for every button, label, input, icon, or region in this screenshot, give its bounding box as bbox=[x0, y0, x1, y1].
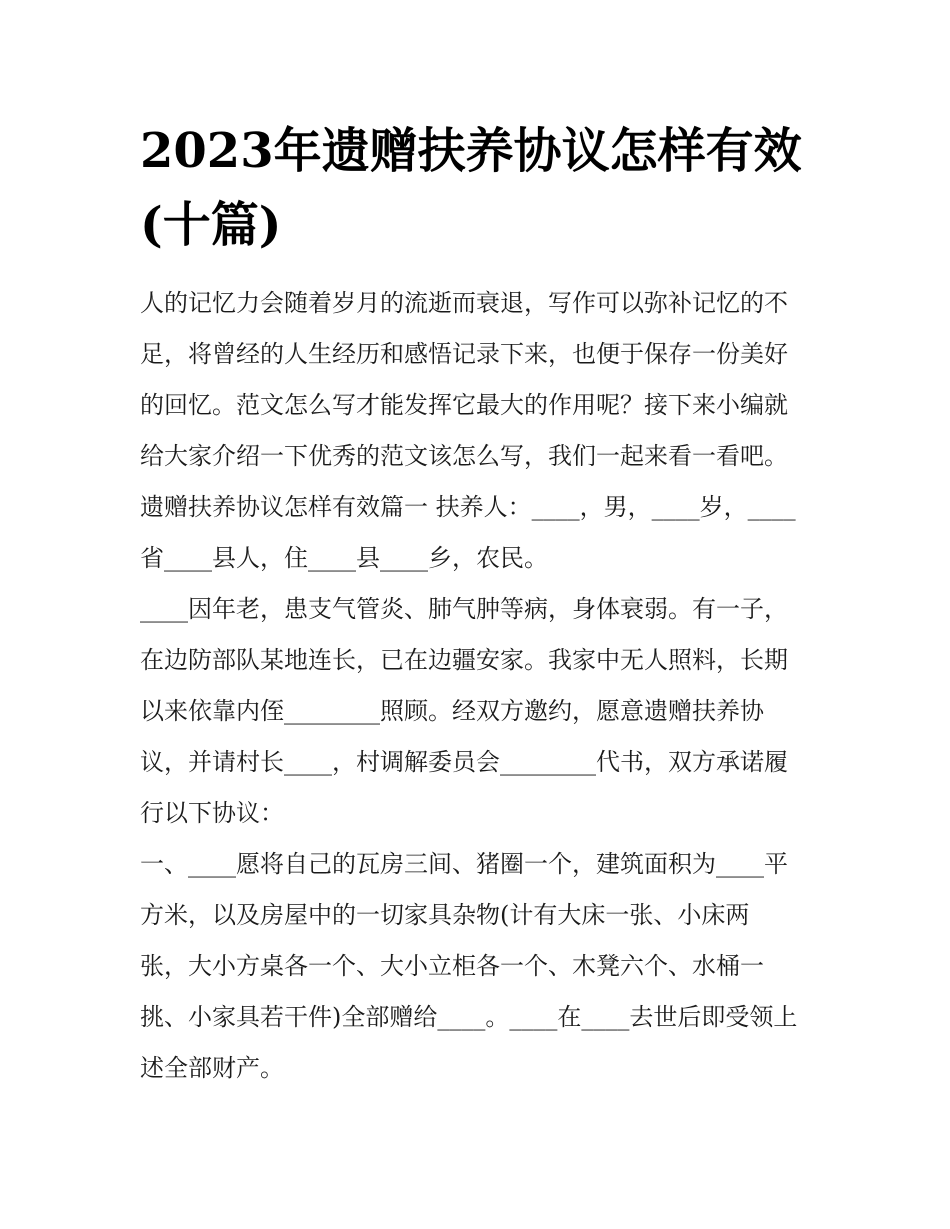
body-line: 张，大小方桌各一个、大小立柜各一个、木凳六个、水桶一 bbox=[140, 952, 764, 980]
document-title bbox=[140, 114, 830, 262]
body-line: 述全部财产。 bbox=[140, 1054, 284, 1082]
title-line: 2023年遗赠扶养协议怎样有效 bbox=[140, 123, 802, 179]
body-line: 行以下协议： bbox=[140, 799, 284, 827]
body-line: 足，将曾经的人生经历和感悟记录下来，也便于保存一份美好 bbox=[140, 340, 788, 368]
body-line: 人的记忆力会随着岁月的流逝而衰退，写作可以弥补记忆的不 bbox=[140, 289, 788, 317]
document-body bbox=[140, 278, 820, 1094]
body-line: 遗赠扶养协议怎样有效篇一 扶养人：____，男，____岁，____ bbox=[140, 493, 796, 521]
body-line: 的回忆。范文怎么写才能发挥它最大的作用呢？接下来小编就 bbox=[140, 391, 788, 419]
body-line: 给大家介绍一下优秀的范文该怎么写，我们一起来看一看吧。 bbox=[140, 442, 788, 470]
body-line: 在边防部队某地连长，已在边疆安家。我家中无人照料，长期 bbox=[140, 646, 788, 674]
body-line: 一、____愿将自己的瓦房三间、猪圈一个，建筑面积为____平 bbox=[140, 850, 788, 878]
body-line: 以来依靠内侄________照顾。经双方邀约，愿意遗赠扶养协 bbox=[140, 697, 764, 725]
body-line: 议，并请村长____，村调解委员会________代书，双方承诺履 bbox=[140, 748, 788, 776]
body-line: 省____县人，住____县____乡，农民。 bbox=[140, 544, 548, 572]
body-line: ____因年老，患支气管炎、肺气肿等病，身体衰弱。有一子， bbox=[140, 595, 788, 623]
body-line: 方米，以及房屋中的一切家具杂物(计有大床一张、小床两 bbox=[140, 901, 750, 929]
title-line: (十篇) bbox=[140, 197, 282, 253]
body-line: 挑、小家具若干件)全部赠给____。____在____去世后即受领上 bbox=[140, 1003, 798, 1031]
